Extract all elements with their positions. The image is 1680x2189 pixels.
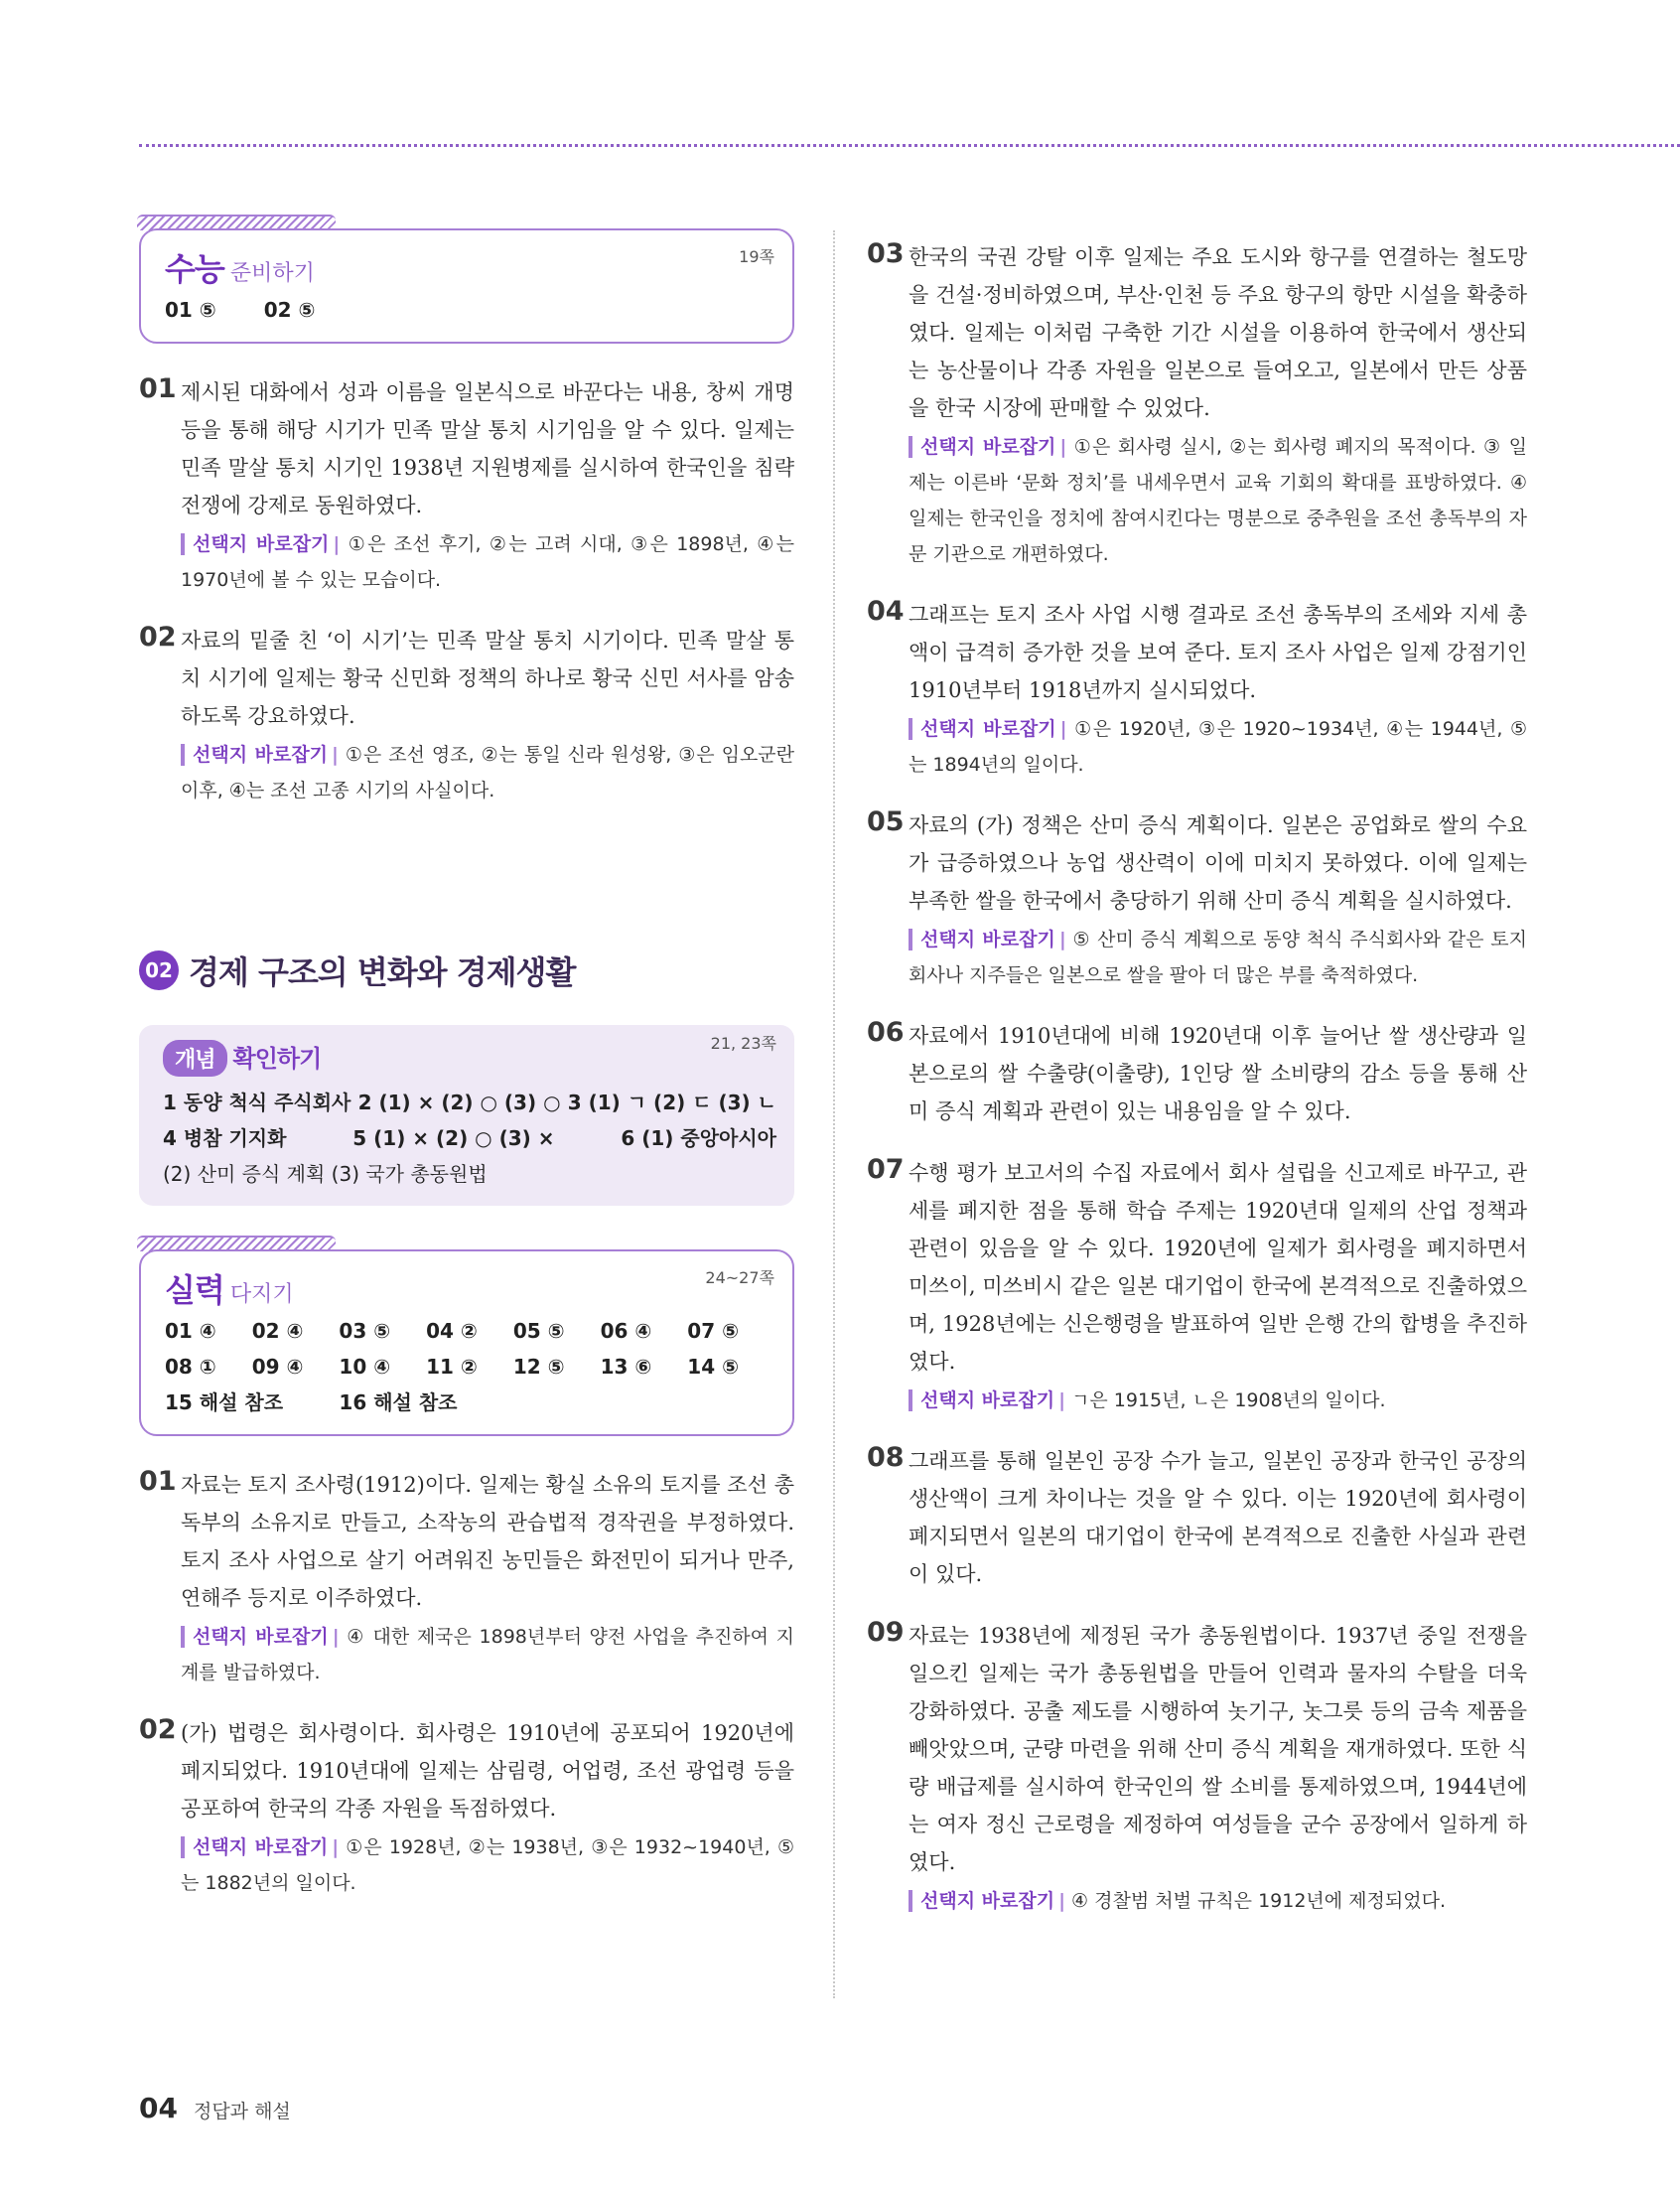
choice-correction: 선택지 바로잡기 | ㄱ은 1915년, ㄴ은 1908년의 일이다. (909, 1383, 1527, 1418)
item-number: 02 (139, 622, 177, 653)
item-text: 자료는 1938년에 제정된 국가 총동원법이다. 1937년 중일 전쟁을 일으킨 일제는 국가 총동원법을 만들어 인력과 물자의 수탈을 더욱 강화하였다. 공출 제도를 시행하여 놋기구, 놋그릇 등의 금속 제품을 빼앗았으며, 군량 마련을 위해 산미 증식 계획을 재개하였다. 또한 식량 배급제를 실시하여 한국인의 쌀 소비를 통제하였으며, 1944년에는 여자 정신 근로령을 제정하여 여성들을 군수 공장에서 일하게 하였다. (909, 1624, 1527, 1874)
concept-answers-line: 4 병참 기지화 5 (1) × (2) ○ (3) × 6 (1) 중앙아시아 (163, 1126, 776, 1150)
box-tab-decoration (137, 215, 336, 230)
page-number: 04 (139, 2092, 178, 2124)
silryeok-page-ref: 24~27쪽 (705, 1268, 774, 1287)
item-number: 07 (867, 1154, 905, 1185)
item-text: 그래프를 통해 일본인 공장 수가 늘고, 일본인 공장과 한국인 공장의 생산액이 크게 차이나는 것을 알 수 있다. 이는 1920년에 회사령이 폐지되면서 일본의 대기업이 한국에 본격적으로 진출한 사실과 관련이 있다. (909, 1449, 1527, 1586)
section-heading: 경제 구조의 변화와 경제생활 (189, 953, 576, 991)
item-number: 04 (867, 596, 905, 627)
item-text: 자료에서 1910년대에 비해 1920년대 이후 늘어난 쌀 생산량과 일본으로의 쌀 수출량(이출량), 1인당 쌀 소비량의 감소 등을 통해 산미 증식 계획과 관련이 있는 내용임을 알 수 있다. (909, 1024, 1527, 1123)
suneung-title: 수능 준비하기 (165, 250, 315, 288)
suneung-answers (165, 292, 774, 328)
item-number: 06 (867, 1017, 905, 1048)
silryeok-item-09 (867, 1617, 1527, 1919)
column-divider (833, 230, 835, 1998)
suneung-box (139, 228, 794, 344)
choice-correction: 선택지 바로잡기 | ①은 조선 후기, ②는 고려 시대, ③은 1898년, ④는 1970년에 볼 수 있는 모습이다. (181, 533, 795, 591)
item-number: 03 (867, 238, 905, 269)
silryeok-box (139, 1249, 794, 1436)
item-number: 09 (867, 1617, 905, 1648)
silryeok-answers-row: 08 ① 09 ④ 10 ④ 11 ② 12 ⑤ 13 ⑥ 14 ⑤ (165, 1355, 740, 1379)
choice-correction: 선택지 바로잡기 | ④ 경찰범 처벌 규칙은 1912년에 제정되었다. (909, 1883, 1527, 1919)
right-column (867, 228, 1527, 1919)
choice-correction: 선택지 바로잡기 | ①은 1928년, ②는 1938년, ③은 1932~1940년, ⑤는 1882년의 일이다. (181, 1836, 794, 1894)
book-title: 정답과 해설 (193, 2101, 291, 2122)
silryeok-item-08 (867, 1442, 1527, 1593)
silryeok-item-01 (139, 1466, 794, 1690)
left-column (139, 228, 794, 1901)
choice-correction: 선택지 바로잡기 | ⑤ 산미 증식 계획으로 동양 척식 주식회사와 같은 토지 회사나 지주들은 일본으로 쌀을 팔아 더 많은 부를 축적하였다. (909, 929, 1527, 986)
item-text: 자료의 밑줄 친 ‘이 시기’는 민족 말살 통치 시기이다. 민족 말살 통치 시기에 일제는 황국 신민화 정책의 하나로 황국 신민 서사를 암송하도록 강요하였다. (181, 629, 794, 728)
answer: 01 ⑤ (165, 298, 216, 322)
item-text: 그래프는 토지 조사 사업 시행 결과로 조선 총독부의 조세와 지세 총액이 급격히 증가한 것을 보여 준다. 토지 조사 사업은 일제 강점기인 1910년부터 1918년까지 실시되었다. (909, 603, 1527, 702)
concept-answers-line: 1 동양 척식 주식회사 2 (1) × (2) ○ (3) ○ 3 (1) ㄱ (2) ㄷ (3) ㄴ (163, 1091, 776, 1114)
concept-pill: 개념 (163, 1040, 227, 1077)
correction-label: 선택지 바로잡기 (181, 533, 329, 555)
silryeok-item-02 (139, 1714, 794, 1901)
section-title (139, 948, 794, 993)
correction-label: 선택지 바로잡기 (909, 1890, 1054, 1912)
item-number: 01 (139, 373, 177, 404)
silryeok-answers-row: 15 해설 참조 16 해설 참조 (165, 1390, 458, 1414)
silryeok-item-06 (867, 1017, 1527, 1130)
correction-label: 선택지 바로잡기 (909, 1389, 1054, 1411)
item-text: 자료는 토지 조사령(1912)이다. 일제는 황실 소유의 토지를 조선 총독부의 소유지로 만들고, 소작농의 관습법적 경작권을 부정하였다. 토지 조사 사업으로 살기 어려워진 농민들은 화전민이 되거나 만주, 연해주 등지로 이주하였다. (181, 1473, 794, 1610)
silryeok-item-07 (867, 1154, 1527, 1418)
correction-label: 선택지 바로잡기 (181, 1626, 329, 1648)
concept-box (139, 1025, 794, 1206)
silryeok-item-05 (867, 806, 1527, 993)
correction-label: 선택지 바로잡기 (909, 718, 1056, 740)
silryeok-answers-row: 01 ④ 02 ④ 03 ⑤ 04 ② 05 ⑤ 06 ④ 07 ⑤ (165, 1319, 740, 1343)
section-number-badge: 02 (139, 950, 179, 990)
item-text: 수행 평가 보고서의 수집 자료에서 회사 설립을 신고제로 바꾸고, 관세를 폐지한 점을 통해 학습 주제는 1920년대 일제의 산업 정책과 관련이 있음을 알 수 있다. 1920년에 일제가 회사령을 폐지하면서 미쓰이, 미쓰비시 같은 일본 대기업이 한국에 본격적으로 진출하였으며, 1928년에는 신은행령을 발표하여 일반 은행 간의 합병을 추진하였다. (909, 1161, 1527, 1374)
item-number: 05 (867, 806, 905, 837)
correction-label: 선택지 바로잡기 (181, 1836, 328, 1858)
choice-correction: 선택지 바로잡기 | ①은 조선 영조, ②는 통일 신라 원성왕, ③은 임오군란 이후, ④는 조선 고종 시기의 사실이다. (181, 744, 795, 802)
choice-correction: 선택지 바로잡기 | ④ 대한 제국은 1898년부터 양전 사업을 추진하여 지계를 발급하였다. (181, 1626, 794, 1683)
suneung-item-02 (139, 622, 794, 808)
choice-correction: 선택지 바로잡기 | ①은 회사령 실시, ②는 회사령 폐지의 목적이다. ③ 일제는 이른바 ‘문화 정치’를 내세우면서 교육 기회의 확대를 표방하였다. ④ 일제는 한국인을 정치에 참여시킨다는 명분으로 중추원을 조선 총독부의 자문 기관으로 개편하였다. (909, 436, 1528, 565)
silryeok-title: 실력 다지기 (165, 1271, 294, 1309)
page-footer (139, 2092, 291, 2124)
suneung-page-ref: 19쪽 (739, 247, 774, 266)
item-number: 01 (139, 1466, 177, 1497)
item-text: (가) 법령은 회사령이다. 회사령은 1910년에 공포되어 1920년에 폐지되었다. 1910년대에 일제는 삼림령, 어업령, 조선 광업령 등을 공포하여 한국의 각종 자원을 독점하였다. (181, 1721, 794, 1821)
item-number: 08 (867, 1442, 905, 1473)
item-number: 02 (139, 1714, 177, 1745)
silryeok-item-04 (867, 596, 1527, 783)
correction-label: 선택지 바로잡기 (909, 436, 1055, 458)
answer: 02 ⑤ (263, 298, 316, 322)
concept-title: 개념 확인하기 (163, 1039, 321, 1077)
item-text: 한국의 국권 강탈 이후 일제는 주요 도시와 항구를 연결하는 철도망을 건설·정비하였으며, 부산·인천 등 주요 항구의 항만 시설을 확충하였다. 일제는 이처럼 구축한 기간 시설을 이용하여 한국에서 생산되는 농산물이나 각종 자원을 일본으로 들여오고, 일본에서 만든 상품을 한국 시장에 판매할 수 있었다. (909, 245, 1527, 420)
box-tab-decoration (137, 1236, 336, 1251)
top-dotted-rule (139, 144, 1680, 147)
item-text: 제시된 대화에서 성과 이름을 일본식으로 바꾼다는 내용, 창씨 개명 등을 통해 해당 시기가 민족 말살 통치 시기임을 알 수 있다. 일제는 민족 말살 통치 시기인 1938년 지원병제를 실시하여 한국인을 침략 전쟁에 강제로 동원하였다. (181, 380, 794, 517)
choice-correction: 선택지 바로잡기 | ①은 1920년, ③은 1920~1934년, ④는 1944년, ⑤는 1894년의 일이다. (909, 718, 1527, 776)
silryeok-item-03 (867, 238, 1527, 572)
correction-label: 선택지 바로잡기 (909, 929, 1055, 950)
item-text: 자료의 (가) 정책은 산미 증식 계획이다. 일본은 공업화로 쌀의 수요가 급증하였으나 농업 생산력이 이에 미치지 못하였다. 이에 일제는 부족한 쌀을 한국에서 충당하기 위해 산미 증식 계획을 실시하였다. (909, 813, 1527, 913)
suneung-item-01 (139, 373, 794, 598)
correction-label: 선택지 바로잡기 (181, 744, 328, 766)
concept-answers-line: (2) 산미 증식 계획 (3) 국가 총동원법 (163, 1162, 488, 1186)
concept-page-ref: 21, 23쪽 (710, 1034, 776, 1053)
